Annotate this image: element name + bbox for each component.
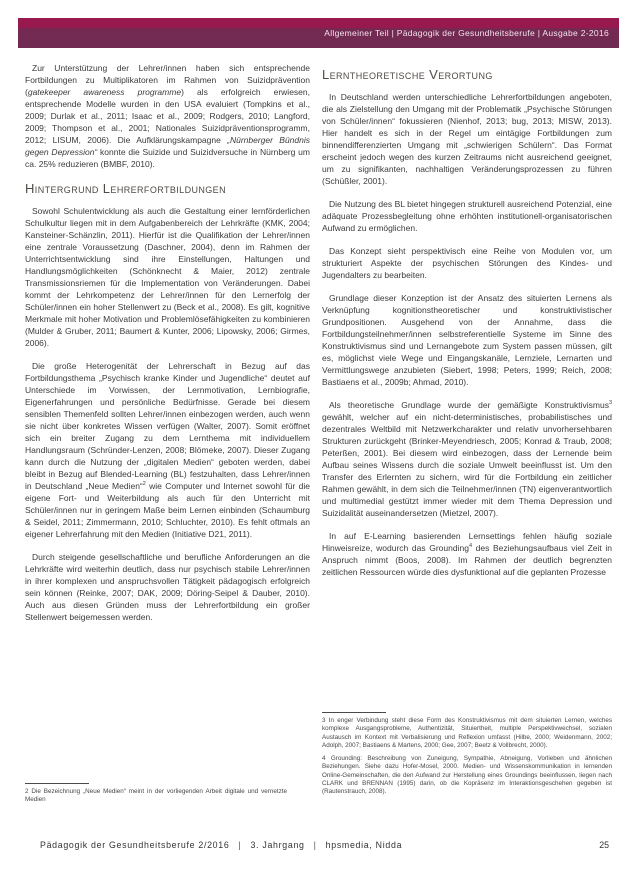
paragraph: Die Nutzung des BL bietet hingegen strukturell ausreichend Potenzial, eine adäquate Prozessbegleitung ohne erhöhten institutionell-organisatorischen Aufwand zu ermöglichen. bbox=[322, 199, 612, 233]
paragraph-text: Zur Unterstützung der Lehrer/innen haben sich entsprechende Fortbildungen zu Multiplikatoren im Rahmen von Suizidprävention ( bbox=[25, 63, 310, 97]
paragraph-text: konnte die Suizide und Suizidversuche in Nürnberg um ca. 25% reduzieren (BMBF, 2010). bbox=[25, 147, 310, 169]
paragraph-text: ) als erfolgreich erwiesen, entsprechende Modelle wurden in den USA evaluiert (Tompkins et al., 2009; Durlak et al., 2011; Isaac et al., 2009; Rodgers, 2010; Langford, 2009; Thompson et al., 2001; Nationales Suizidpräventionsprogramm, 2012; LISUM, 2006). Die Aufklärungskampagne bbox=[25, 87, 310, 145]
paragraph bbox=[322, 399, 612, 519]
page-header-bar bbox=[18, 18, 619, 48]
footer-separator: | bbox=[238, 840, 242, 850]
left-column bbox=[25, 62, 310, 634]
page-number: 25 bbox=[599, 840, 609, 850]
footnote-divider bbox=[322, 712, 386, 713]
paragraph: Grundlage dieser Konzeption ist der Ansatz des situierten Lernens als Verknüpfung kognitionstheoretischer und konstruktivistischer Grundpositionen. Ausgehend von der Annahme, dass die Fortbildungsteilnehmer/innen selbstreferentielle Systeme im Sinne des Konstruktivismus sind und Lernangebote zum System passen müssen, gilt es, möglichst viele Wege und Eingangskanäle, Lernziele, Lernarten und Vermittlungswege anzubieten (Siebert, 1998; Peters, 1999; Reich, 2008; Bastiaens et al., 2009b; Ahmad, 2010). bbox=[322, 293, 612, 387]
footer-publisher: hpsmedia, Nidda bbox=[325, 840, 403, 850]
footnote-block-left bbox=[25, 783, 287, 810]
paragraph-text: gewählt, welcher auf ein nicht-deterministisches, probabilistisches und dezentrales Weltbild mit Netzwerkcharakter und relativ unvorhersehbaren Strukturen zurückgeht (Brinker-Meyendriesch, 2005; Konrad & Traub, 2008; Peterßen, 2001). Bei diesem wird einbezogen, dass der Lernende beim Aufbau seines Wissens durch die soziale Umwelt beeinflusst ist. Um den Transfer des Erlernten zu sichern, wird für die Fortbildung ein zeitlicher Rahmen gewählt, in dem sich die Teilnehmer/innen (TN) eigenverantwortlich und multimedial gestützt immer wieder mit dem Thema Depression und Suizidalität auseinandersetzen (Mietzel, 2007). bbox=[322, 412, 612, 518]
paragraph: Das Konzept sieht perspektivisch eine Reihe von Modulen vor, um strukturiert Aspekte der psychischen Störungen des Kindes- und Jugendalters zu bearbeiten. bbox=[322, 246, 612, 280]
paragraph-text: In auf E-Learning basierenden Lernsettings fehlen häufig soziale Hinweisreize, wodurch das Grounding bbox=[322, 531, 612, 553]
italic-term: „Nürnberger Bündnis gegen Depression“ bbox=[25, 135, 310, 157]
footer-journal-title: Pädagogik der Gesundheitsberufe 2/2016 bbox=[40, 840, 230, 850]
footer-volume: 3. Jahrgang bbox=[250, 840, 305, 850]
right-column bbox=[322, 62, 612, 634]
paragraph-text: des Beziehungsaufbaus viel Zeit in Anspruch nimmt (Boos, 2008). Im Rahmen der deutlich begrenzten zeitlichen Ressourcen würde dies dysfunktional auf die geplanten Prozesse bbox=[322, 543, 613, 577]
paragraph bbox=[25, 62, 310, 170]
footnote-marker: 4 bbox=[468, 543, 472, 550]
paragraph: Durch steigende gesellschaftliche und berufliche Anforderungen an die Lehrkräfte wird weiterhin deutlich, dass nur psychisch stabile Lehrer/innen in ihrer komplexen und anspruchsvollen Tätigkeit pädagogisch erfolgreich sein können (Reinke, 2007; DAK, 2009; Döring-Seipel & Dauber, 2010). Auch aus diesen Gründen muss der Lehrerfortbildung ein großer Stellenwert beigemessen werden. bbox=[25, 552, 310, 622]
paragraph-text: Die große Heterogenität der Lehrerschaft in Bezug auf das Fortbildungsthema „Psychisch kranke Kinder und Jugendliche“ deutet auf Unterschiede im Vorwissen, der Lernmotivation, Lernbiografie, Eigenerfahrungen und persönliche Bedürfnisse. Gerade bei diesem sensiblen Themenfeld sollten Lehrer/innen einbezogen werden, auch wenn sie nicht über konkretes Wissen verfügen (Walter, 2007). Somit eröffnet sich ein breiter Zugang zu dem Lernthema mit individuellem Handlungsraum (Schründer-Lenzen, 2008; Blömeke, 2007). Dieser Zugang kann durch die Nutzung der „digitalen Medien“ geboten werden, dabei bleibt in Bezug auf Blended-Learning (BL) festzuhalten, dass Lehrer/innen in Deutschland „Neue Medien“ bbox=[25, 361, 310, 491]
paragraph: Sowohl Schulentwicklung als auch die Gestaltung einer lernförderlichen Schulkultur liegen mit in dem Aufgabenbereich der Lehrkräfte (KMK, 2004; Kansteiner-Schänzlin, 2011). Hierfür ist die Qualifikation der Lehrer/innen eine zentrale Voraussetzung (Daschner, 2004), denn im Rahmen der Unterrichtsentwicklung sind ihre Einstellungen, Haltungen und Handlungsmöglichkeiten (Schönknecht & Maier, 2012) zentrale Transmissionsriemen für die Implementation von Veränderungen. Dabei kommt der Lehrkompetenz der Lehrer/innen für den Lernerfolg der Schüler/innen ein hoher Stellenwert zu (Beck et al., 2008). Es gilt, kognitive Merkmale mit hoher Motivation und Problemlösefähigkeiten zu kombinieren (Mulder & Gruber, 2011; Baumert & Kunter, 2006; Lipowsky, 2006; Girmes, 2006). bbox=[25, 206, 310, 348]
footnote-marker: 2 bbox=[142, 481, 146, 488]
page-footer bbox=[40, 840, 609, 850]
italic-term: gatekeeper awareness programme bbox=[27, 87, 182, 97]
footnote-3: 3 In enger Verbindung steht diese Form des Konstruktivismus mit dem situierten Lernen, welches komplexe Ausgangsprobleme, Authentizität, Situiertheit, multiple Perspektivwechsel, sozialen Austausch im Kontext mit Verbalisierung und Reflexion umfasst (Hilbe, 2000; Weidenmann, 2002; Adolph, 2007; Bastiaens & Martens, 2000; Gee, 2007; Beetz & Vollbrecht, 2000). bbox=[322, 717, 612, 749]
header-running-title: Allgemeiner Teil | Pädagogik der Gesundheitsberufe | Ausgabe 2-2016 bbox=[324, 28, 609, 38]
footnote-block-right bbox=[322, 712, 612, 802]
section-heading-lerntheoretische: Lerntheoretische Verortung bbox=[322, 67, 493, 82]
paragraph: In Deutschland werden unterschiedliche Lehrerfortbildungen angeboten, die als Zielstellung den Umgang mit der Problematik „Psychische Störungen von Schüler/innen“ fokussieren (Nienhof, 2013; bug, 2013; MISW, 2013). Hier handelt es sich in der Regel um eintägige Fortbildungen zum binnendifferenzierten Umgang mit „schwierigen Schülern“. Das Format erscheint jedoch wegen des kurzen Zeitraums nicht ausreichend geeignet, um zu signifikanten, nachhaltigen Veränderungsprozessen zu führen (Schüßler, 2001). bbox=[322, 92, 612, 186]
section-heading-hintergrund: Hintergrund Lehrerfortbildungen bbox=[25, 181, 226, 196]
article-body bbox=[25, 62, 612, 634]
paragraph-text: Als theoretische Grundlage wurde der gemäßigte Konstruktivismus bbox=[329, 400, 609, 410]
paragraph bbox=[322, 530, 612, 578]
paragraph-text: wie Computer und Internet sowohl für die eigene Fort- und Weiterbildung als auch für den Unterricht mit Schüler/innen nur in geringem Maße beim Lernen einbinden (Schaumburg & Seidel, 2011; Zimmermann, 2010; Schluchter, 2010). Es fehlt oftmals an eigener Lehrerfahrung mit den Medien (Initiative D21, 2011). bbox=[25, 481, 310, 539]
footnote-divider bbox=[25, 783, 89, 784]
paragraph bbox=[25, 360, 310, 540]
footnote-marker: 3 bbox=[608, 400, 612, 407]
footer-separator: | bbox=[313, 840, 317, 850]
footnote-2: 2 Die Bezeichnung „Neue Medien“ meint in der vorliegenden Arbeit digitale und vernetzte Medien bbox=[25, 788, 287, 804]
footnote-4: 4 Grounding: Beschreibung von Zuneigung, Sympathie, Abneigung, Vorlieben und ähnlichen Beziehungen. Siehe dazu Hofer-Mosel, 2000. Medien- und Wissenskommunikation in lernenden Online-Gemeinschaften, die den Aufwand zur Herstellung eines Groundings beeinflussen, liegen nach CLARK und BRENNAN (1995) darin, ob die Kopräsenz im Interaktionsgeschehen gegeben ist (Rautenstrauch, 2008). bbox=[322, 755, 612, 796]
